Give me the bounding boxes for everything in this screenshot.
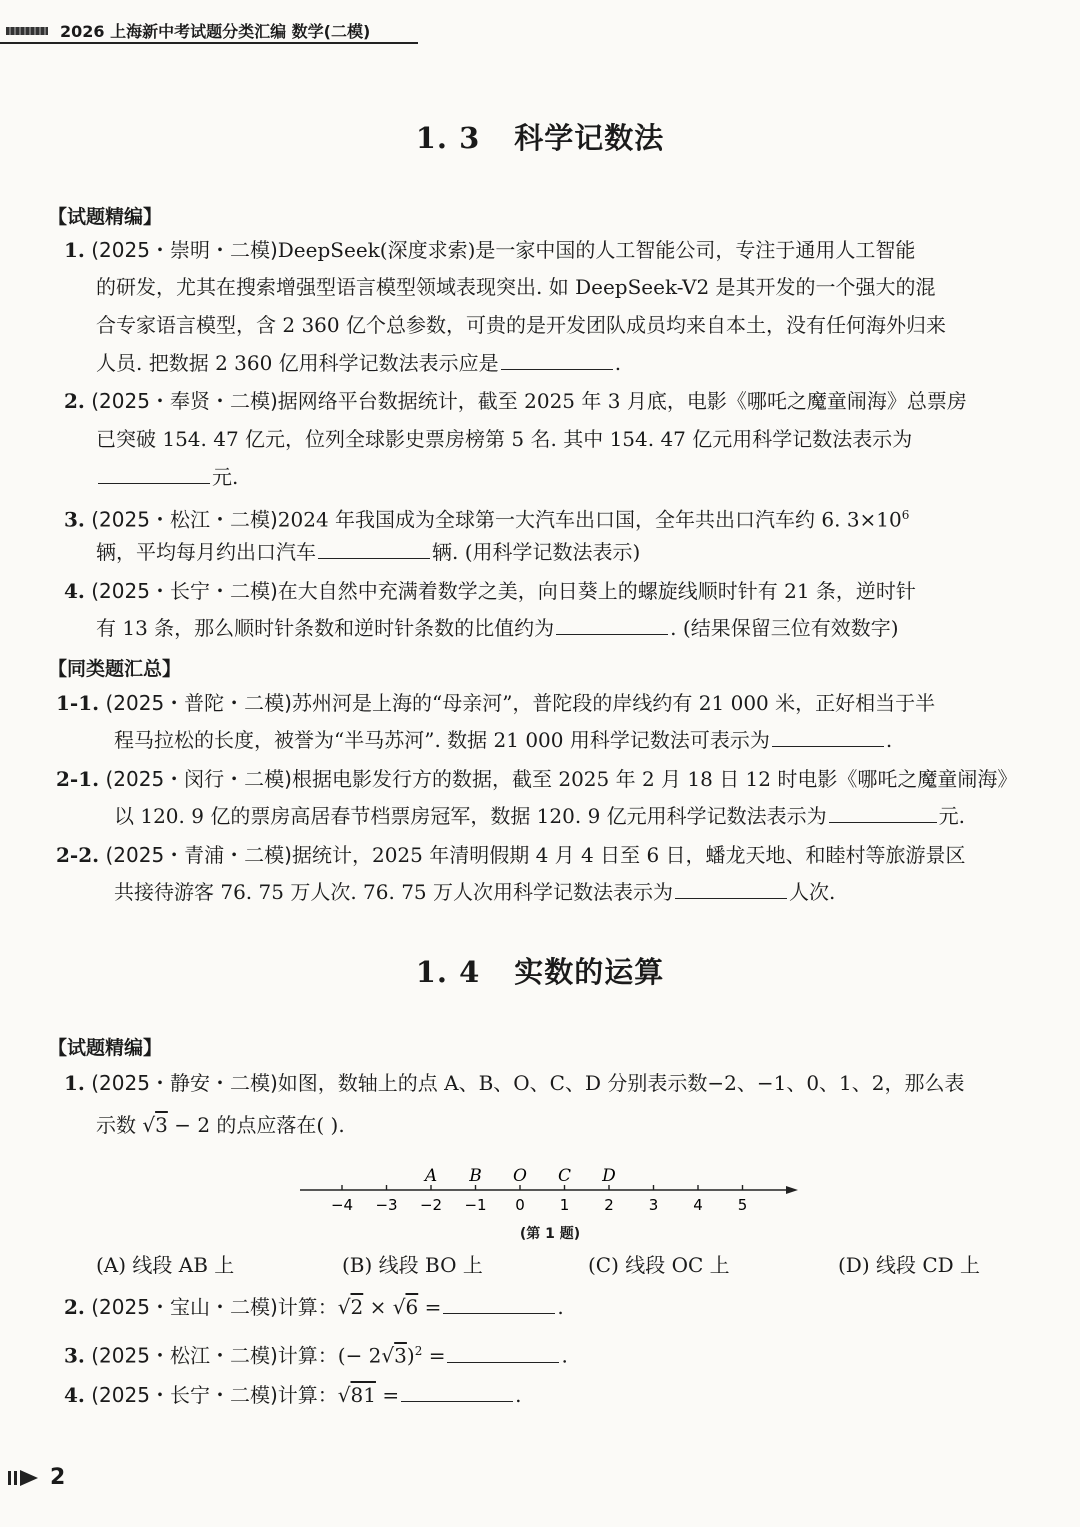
page-footer (8, 1465, 65, 1490)
question-text: 根据电影发行方的数据，截至 2025 年 2 月 18 日 12 时电影《哪吒之魔童闹海》 (291, 767, 1018, 791)
question-1-line-1 (64, 1068, 965, 1098)
question-3-line-2 (96, 537, 640, 567)
question-text: 共接待游客 76. 75 万人次. 76. 75 万人次用科学记数法表示为 (114, 880, 674, 904)
tick-label: −1 (464, 1196, 487, 1214)
similar-2-1-line-1 (56, 764, 1017, 794)
operator: × (363, 1295, 393, 1319)
answer-blank[interactable] (447, 1342, 559, 1363)
question-3: 3. (2025・松江・二模)计算：(− 2√3)$^2$ = . (64, 1343, 568, 1368)
answer-blank[interactable] (98, 463, 210, 484)
question-number: 2-1. (56, 767, 100, 791)
question-end: . (614, 351, 622, 375)
exponent: 2 (414, 1344, 423, 1358)
question-end: . (561, 1343, 568, 1368)
question-1-line-3: 合专家语言模型，含 2 360 亿个总参数，可贵的是开发团队成员均来自本土，没有任何海外归来 (96, 313, 946, 337)
answer-blank[interactable] (318, 538, 430, 559)
question-2-line-3 (96, 462, 238, 492)
question-number: 4. (64, 1383, 85, 1407)
paren-close: ) (406, 1343, 415, 1368)
radicand: 6 (405, 1295, 419, 1319)
question-2-line-1 (64, 386, 967, 416)
question-text: 据统计，2025 年清明假期 4 月 4 日至 6 日，蟠龙天地、和睦村等旅游景区 (291, 843, 966, 867)
question-number: 4. (64, 579, 85, 603)
label-exercises: 【试题精编】 (48, 1037, 163, 1059)
question-end: . (557, 1295, 564, 1319)
section-title-1-3 (0, 116, 1080, 157)
question-text-end: 辆. (用科学记数法表示) (432, 540, 641, 564)
question-1-line-4 (96, 348, 621, 378)
point-label: C (557, 1166, 572, 1186)
answer-blank[interactable] (401, 1381, 513, 1402)
answer-blank[interactable] (556, 614, 668, 635)
exponent: 6 (901, 508, 910, 522)
question-text: 苏州河是上海的“母亲河”，普陀段的岸线约有 21 000 米，正好相当于半 (291, 691, 936, 715)
question-source: (2025・松江・二模) (91, 1343, 278, 1368)
operator: = (422, 1343, 446, 1368)
axis-arrow-icon (786, 1186, 798, 1194)
answer-blank[interactable] (443, 1293, 555, 1314)
tick-label: 5 (737, 1196, 748, 1214)
question-1-line-2: 示数 √3 − 2 的点应落在( ). (96, 1113, 345, 1137)
question-number: 2. (64, 389, 85, 413)
answer-blank[interactable] (829, 802, 937, 823)
question-number: 1. (64, 238, 85, 262)
question-number: 3. (64, 507, 85, 532)
question-text: 如图，数轴上的点 A、B、O、C、D 分别表示数−2、−1、0、1、2，那么表 (277, 1071, 965, 1095)
question-source: (2025・普陀・二模) (105, 691, 292, 715)
question-1-line-2: 的研发，尤其在搜索增强型语言模型领域表现突出. 如 DeepSeek-V2 是其开发的一个强大的混 (96, 275, 936, 299)
question-1-line-1 (64, 235, 915, 265)
similar-2-1-line-2 (114, 801, 965, 831)
point-label: A (424, 1166, 438, 1186)
header-decoration-bar (6, 27, 48, 35)
question-text: 据网络平台数据统计，截至 2025 年 3 月底，电影《哪吒之魔童闹海》总票房 (277, 389, 967, 413)
question-text: 2024 年我国成为全球第一大汽车出口国，全年共出口汽车约 6. 3×10 (277, 507, 902, 532)
question-number: 3. (64, 1343, 85, 1368)
question-source: (2025・闵行・二模) (105, 767, 292, 791)
similar-2-2-line-2 (114, 877, 835, 907)
question-text: 辆，平均每月约出口汽车 (96, 540, 316, 564)
tick-label: −2 (419, 1196, 443, 1214)
question-source: (2025・奉贤・二模) (91, 389, 278, 413)
answer-blank[interactable] (675, 878, 787, 899)
similar-2-2-line-1 (56, 840, 966, 870)
tick-label: −3 (375, 1196, 398, 1214)
question-number: 2-2. (56, 843, 100, 867)
figure-caption: (第 1 题) (519, 1226, 581, 1242)
question-end: . (885, 728, 893, 752)
point-label: O (513, 1166, 527, 1186)
question-text-end: . (结果保留三位有效数字) (670, 616, 899, 640)
tick-label: 1 (559, 1196, 570, 1214)
radicand: 81 (350, 1383, 376, 1407)
radicand: 2 (350, 1295, 364, 1319)
page-marker-icon (8, 1469, 42, 1487)
label-similar: 【同类题汇总】 (48, 658, 182, 680)
page-number: 2 (50, 1465, 66, 1490)
question-source: (2025・青浦・二模) (105, 843, 292, 867)
running-header (0, 18, 418, 44)
question-3-line-1 (64, 500, 909, 535)
tick-label: 4 (693, 1196, 703, 1214)
question-number: 2. (64, 1295, 85, 1319)
question-end: . (515, 1383, 522, 1407)
operator: = (375, 1383, 400, 1407)
question-source: (2025・松江・二模) (91, 507, 278, 532)
question-text: 计算： (277, 1295, 338, 1319)
number-line-figure (290, 1160, 810, 1220)
similar-1-1-line-1 (56, 688, 935, 718)
answer-blank[interactable] (501, 349, 613, 370)
question-text: 程马拉松的长度，被誉为“半马苏河”. 数据 21 000 用科学记数法可表示为 (114, 728, 770, 752)
question-source: (2025・长宁・二模) (91, 579, 278, 603)
question-number: 1-1. (56, 691, 100, 715)
question-source: (2025・崇明・二模) (91, 238, 278, 262)
question-text: 计算： (277, 1383, 338, 1407)
question-text: 示数 (96, 1113, 136, 1137)
tick-label: −4 (330, 1196, 354, 1214)
question-text: 计算：(− 2 (277, 1343, 382, 1368)
question-text: 有 13 条，那么顺时针条数和逆时针条数的比值约为 (96, 616, 555, 640)
label-exercises: 【试题精编】 (48, 206, 163, 228)
choice-c[interactable]: (C) 线段 OC 上 (588, 1253, 730, 1277)
question-text: 以 120. 9 亿的票房高居春节档票房冠军，数据 120. 9 亿元用科学记数法表示为 (114, 804, 827, 828)
section-number: 1. 3 (415, 121, 481, 155)
running-title: 2026 上海新中考试题分类汇编 数学(二模) (60, 22, 371, 41)
tick-label: 2 (604, 1196, 614, 1214)
section-heading: 科学记数法 (514, 121, 665, 155)
similar-1-1-line-2 (114, 725, 892, 755)
question-4-line-2 (96, 613, 899, 643)
radicand: 3 (155, 1113, 168, 1137)
section-heading: 实数的运算 (514, 955, 665, 989)
question-source: (2025・静安・二模) (91, 1071, 278, 1095)
choice-d[interactable]: (D) 线段 CD 上 (838, 1253, 981, 1277)
question-4: 4. (2025・长宁・二模)计算：√81 = . (64, 1383, 522, 1407)
section-number: 1. 4 (415, 955, 481, 989)
point-label: B (469, 1166, 482, 1186)
section-title-1-4 (0, 950, 1080, 991)
question-2-line-2: 已突破 154. 47 亿元，位列全球影史票房榜第 5 名. 其中 154. 47 亿元用科学记数法表示为 (96, 427, 913, 451)
question-end: 元. (938, 804, 966, 828)
answer-blank[interactable] (772, 726, 884, 747)
question-end: 人次. (789, 880, 836, 904)
question-text: 在大自然中充满着数学之美，向日葵上的螺旋线顺时针有 21 条，逆时针 (277, 579, 916, 603)
question-text-end: − 2 的点应落在( ). (174, 1113, 345, 1137)
question-text: 人员. 把数据 2 360 亿用科学记数法表示应是 (96, 351, 499, 375)
question-text: DeepSeek(深度求索)是一家中国的人工智能公司，专注于通用人工智能 (277, 238, 916, 262)
question-source: (2025・长宁・二模) (91, 1383, 278, 1407)
point-label: D (602, 1166, 616, 1186)
choice-b[interactable]: (B) 线段 BO 上 (342, 1253, 483, 1277)
operator: = (418, 1295, 442, 1319)
question-end: 元. (212, 465, 239, 489)
question-4-line-1 (64, 576, 916, 606)
radicand: 3 (394, 1343, 407, 1368)
question-source: (2025・宝山・二模) (91, 1295, 278, 1319)
choice-a[interactable]: (A) 线段 AB 上 (96, 1253, 235, 1277)
question-2: 2. (2025・宝山・二模)计算：√2 × √6 = . (64, 1295, 564, 1319)
tick-label: 3 (648, 1196, 659, 1214)
question-number: 1. (64, 1071, 85, 1095)
tick-label: 0 (515, 1196, 525, 1214)
